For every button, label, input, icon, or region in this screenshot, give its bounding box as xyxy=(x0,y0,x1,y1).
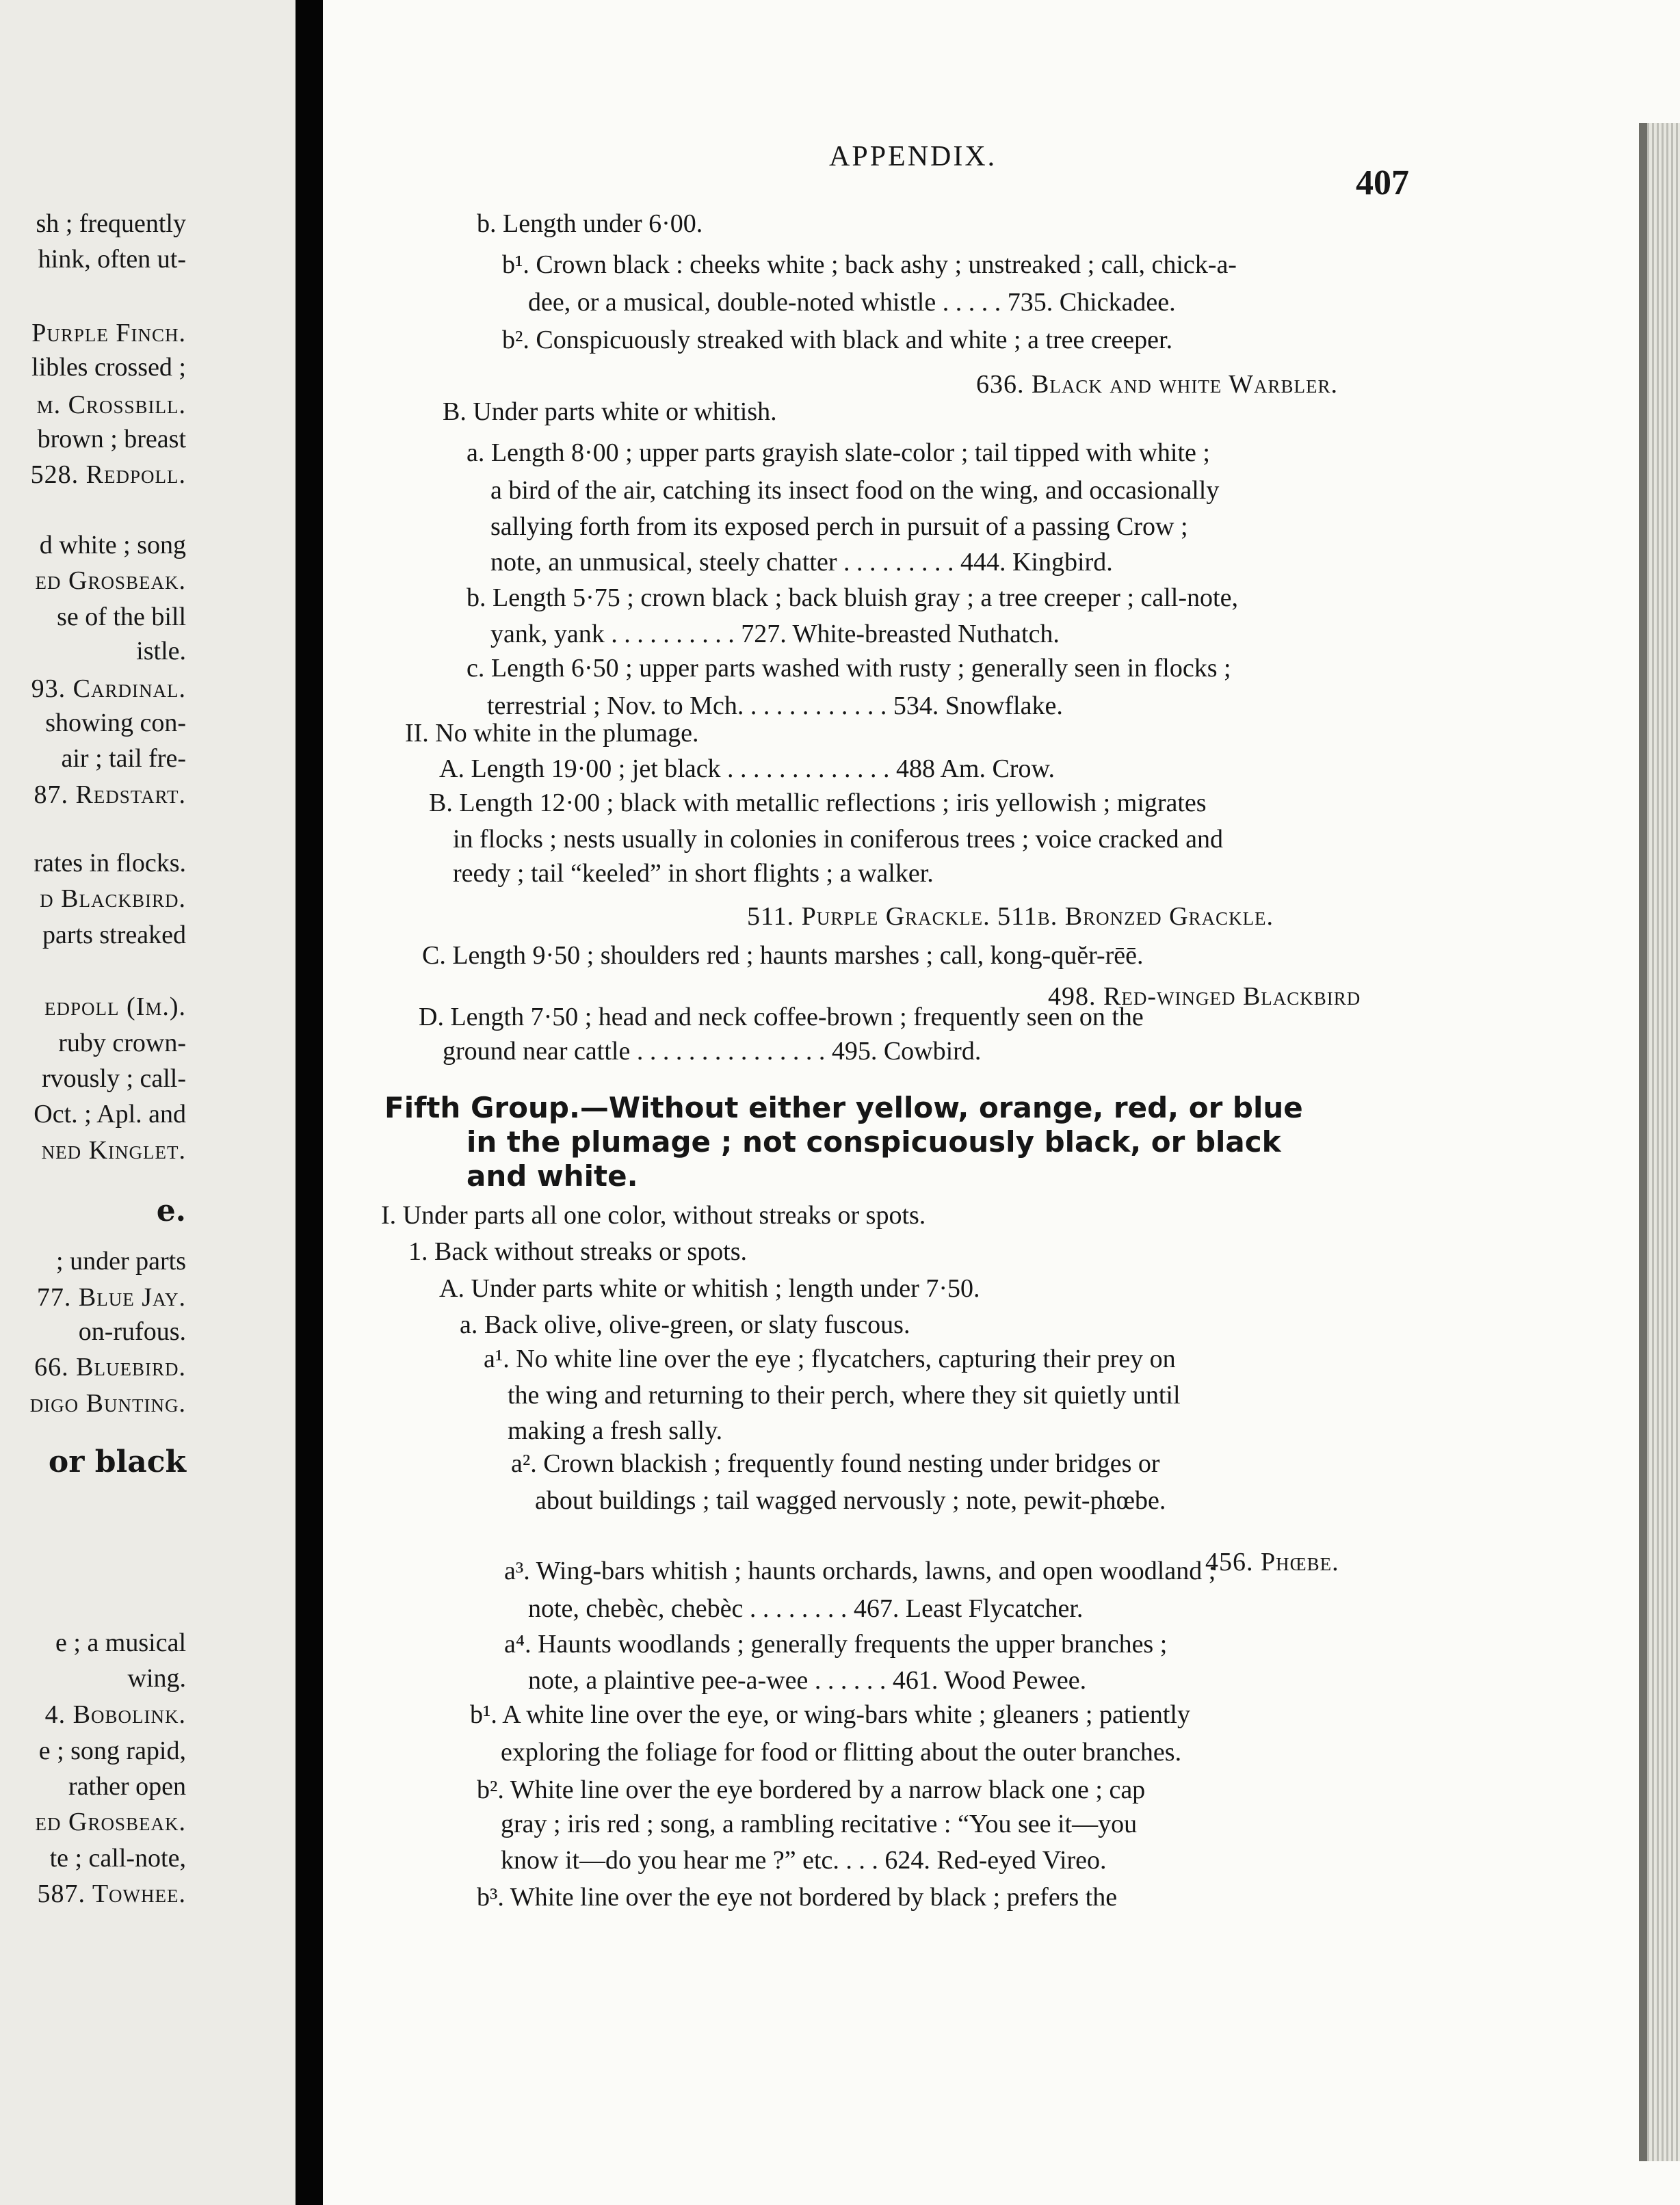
text-line: a³. Wing-bars whitish ; haunts orchards, lawns, and open woodland ; xyxy=(504,1557,1216,1585)
left-text-line: 87. Redstart. xyxy=(34,780,186,809)
text-line: gray ; iris red ; song, a rambling recitative : “You see it—you xyxy=(501,1810,1138,1838)
left-text-line: ed Grosbeak. xyxy=(35,1808,186,1836)
left-text-line: 528. Redpoll. xyxy=(30,460,186,489)
left-text-line: sh ; frequently xyxy=(36,209,186,238)
left-text-line: Purple Finch. xyxy=(31,319,186,347)
text-line: note, an unmusical, steely chatter . . . . . . . . . 444. Kingbird. xyxy=(490,548,1113,577)
text-line: the wing and returning to their perch, where they sit quietly until xyxy=(508,1381,1181,1410)
text-line: B. Length 12·00 ; black with metallic reflections ; iris yellowish ; migrates xyxy=(429,789,1207,817)
running-header: APPENDIX. xyxy=(829,141,997,172)
text-line: b. Length under 6·00. xyxy=(477,209,703,238)
text-line: yank, yank . . . . . . . . . . 727. White-breasted Nuthatch. xyxy=(490,620,1060,648)
text-line: B. Under parts white or whitish. xyxy=(443,397,777,426)
section-heading: and white. xyxy=(467,1159,638,1193)
text-line: dee, or a musical, double-noted whistle . . . . . 735. Chickadee. xyxy=(528,288,1176,317)
book-gutter xyxy=(296,0,323,2205)
text-line: C. Length 9·50 ; shoulders red ; haunts marshes ; call, kong-quĕr-rēē. xyxy=(422,941,1144,970)
text-line: ground near cattle . . . . . . . . . . . . . . . 495. Cowbird. xyxy=(443,1037,982,1066)
page xyxy=(323,0,1680,2205)
left-text-line: parts streaked xyxy=(42,921,186,949)
text-line: a². Crown blackish ; frequently found nesting under bridges or xyxy=(511,1449,1160,1478)
left-text-line: 4. Bobolink. xyxy=(44,1700,186,1729)
page-number: 407 xyxy=(1356,163,1409,202)
left-text-line: libles crossed ; xyxy=(31,353,186,382)
left-text-line: e ; a musical xyxy=(55,1628,186,1657)
text-line: A. Under parts white or whitish ; length under 7·50. xyxy=(439,1274,980,1303)
left-text-line: d white ; song xyxy=(39,531,186,559)
text-line: sallying forth from its exposed perch in pursuit of a passing Crow ; xyxy=(490,512,1188,541)
text-line: making a fresh sally. xyxy=(508,1416,723,1445)
left-text-line: d Blackbird. xyxy=(40,884,186,913)
text-line: b¹. A white line over the eye, or wing-bars white ; gleaners ; patiently xyxy=(470,1700,1190,1729)
species-name: 511. Purple Grackle. 511b. Bronzed Grackle. xyxy=(747,902,1274,931)
left-text-line: 93. Cardinal. xyxy=(31,674,186,703)
text-line: note, chebèc, chebèc . . . . . . . . 467. Least Flycatcher. xyxy=(528,1594,1084,1623)
text-line: terrestrial ; Nov. to Mch. . . . . . . . . . . . 534. Snowflake. xyxy=(487,691,1063,720)
left-text-line: 587. Towhee. xyxy=(37,1879,186,1908)
text-line: II. No white in the plumage. xyxy=(405,719,699,748)
left-text-line: rather open xyxy=(68,1772,186,1801)
text-line: D. Length 7·50 ; head and neck coffee-brown ; frequently seen on the xyxy=(419,1003,1144,1031)
left-text-line: hink, often ut- xyxy=(38,245,186,274)
left-text-line: m. Crossbill. xyxy=(36,391,186,419)
left-text-line: showing con- xyxy=(45,709,186,737)
left-text-line: e. xyxy=(156,1193,186,1228)
text-line: a bird of the air, catching its insect food on the wing, and occasionally xyxy=(490,476,1220,505)
page-edges xyxy=(1647,123,1680,2161)
text-line: I. Under parts all one color, without streaks or spots. xyxy=(381,1201,926,1230)
text-line: a. Back olive, olive-green, or slaty fuscous. xyxy=(460,1310,910,1339)
left-text-line: digo Bunting. xyxy=(29,1389,186,1418)
left-page-fragment xyxy=(0,0,296,2205)
text-line: b². White line over the eye bordered by a narrow black one ; cap xyxy=(477,1775,1146,1804)
left-text-line: brown ; breast xyxy=(37,425,186,453)
text-line: about buildings ; tail wagged nervously ; note, pewit-phœbe. xyxy=(535,1486,1166,1515)
text-line: in flocks ; nests usually in colonies in coniferous trees ; voice cracked and xyxy=(453,825,1223,854)
left-text-line: Oct. ; Apl. and xyxy=(34,1100,186,1128)
left-text-line: te ; call-note, xyxy=(49,1844,186,1873)
text-line: exploring the foliage for food or flitting about the outer branches. xyxy=(501,1738,1182,1767)
left-text-line: or black xyxy=(48,1444,186,1479)
text-line: b. Length 5·75 ; crown black ; back bluish gray ; a tree creeper ; call-note, xyxy=(467,583,1238,612)
section-heading: in the plumage ; not conspicuously black, or black xyxy=(467,1125,1281,1159)
left-text-line: istle. xyxy=(136,637,186,665)
text-line: b³. White line over the eye not bordered by black ; prefers the xyxy=(477,1883,1118,1912)
text-line: know it—do you hear me ?” etc. . . . 624. Red-eyed Vireo. xyxy=(501,1846,1107,1875)
left-text-line: ruby crown- xyxy=(58,1029,186,1057)
left-text-line: air ; tail fre- xyxy=(61,744,186,773)
text-line: a⁴. Haunts woodlands ; generally frequents the upper branches ; xyxy=(504,1630,1168,1659)
left-text-line: ; under parts xyxy=(56,1247,186,1276)
section-heading: Fifth Group.—Without either yellow, orange, red, or blue xyxy=(384,1091,1303,1124)
species-name: 498. Red-winged Blackbird xyxy=(1048,982,1361,1011)
left-text-line: ed Grosbeak. xyxy=(35,566,186,595)
left-text-line: e ; song rapid, xyxy=(38,1737,186,1765)
left-text-line: edpoll (Im.). xyxy=(44,992,186,1021)
text-line: b¹. Crown black : cheeks white ; back ashy ; unstreaked ; call, chick-a- xyxy=(502,250,1237,279)
left-text-line: rvously ; call- xyxy=(41,1064,186,1093)
left-text-line: on-rufous. xyxy=(78,1317,186,1346)
left-text-line: ned Kinglet. xyxy=(41,1136,186,1165)
left-text-line: 77. Blue Jay. xyxy=(36,1283,186,1312)
text-line: note, a plaintive pee-a-wee . . . . . . 461. Wood Pewee. xyxy=(528,1666,1087,1695)
text-line: a. Length 8·00 ; upper parts grayish slate-color ; tail tipped with white ; xyxy=(467,438,1210,467)
left-text-line: wing. xyxy=(127,1664,186,1693)
left-text-line: 66. Bluebird. xyxy=(34,1353,186,1382)
left-text-line: rates in flocks. xyxy=(34,849,186,877)
text-line: 1. Back without streaks or spots. xyxy=(408,1237,748,1266)
page-edge-shadow xyxy=(1639,123,1647,2161)
text-line: a¹. No white line over the eye ; flycatchers, capturing their prey on xyxy=(484,1345,1176,1373)
text-line: A. Length 19·00 ; jet black . . . . . . . . . . . . . 488 Am. Crow. xyxy=(439,754,1055,783)
left-text-line: se of the bill xyxy=(57,603,186,631)
species-name: 636. Black and white Warbler. xyxy=(976,370,1338,399)
text-line: b². Conspicuously streaked with black and white ; a tree creeper. xyxy=(502,326,1173,354)
text-line: c. Length 6·50 ; upper parts washed with rusty ; generally seen in flocks ; xyxy=(467,654,1231,683)
text-line: reedy ; tail “keeled” in short flights ; a walker. xyxy=(453,859,934,888)
species-name: 456. Phœbe. xyxy=(1205,1548,1339,1576)
